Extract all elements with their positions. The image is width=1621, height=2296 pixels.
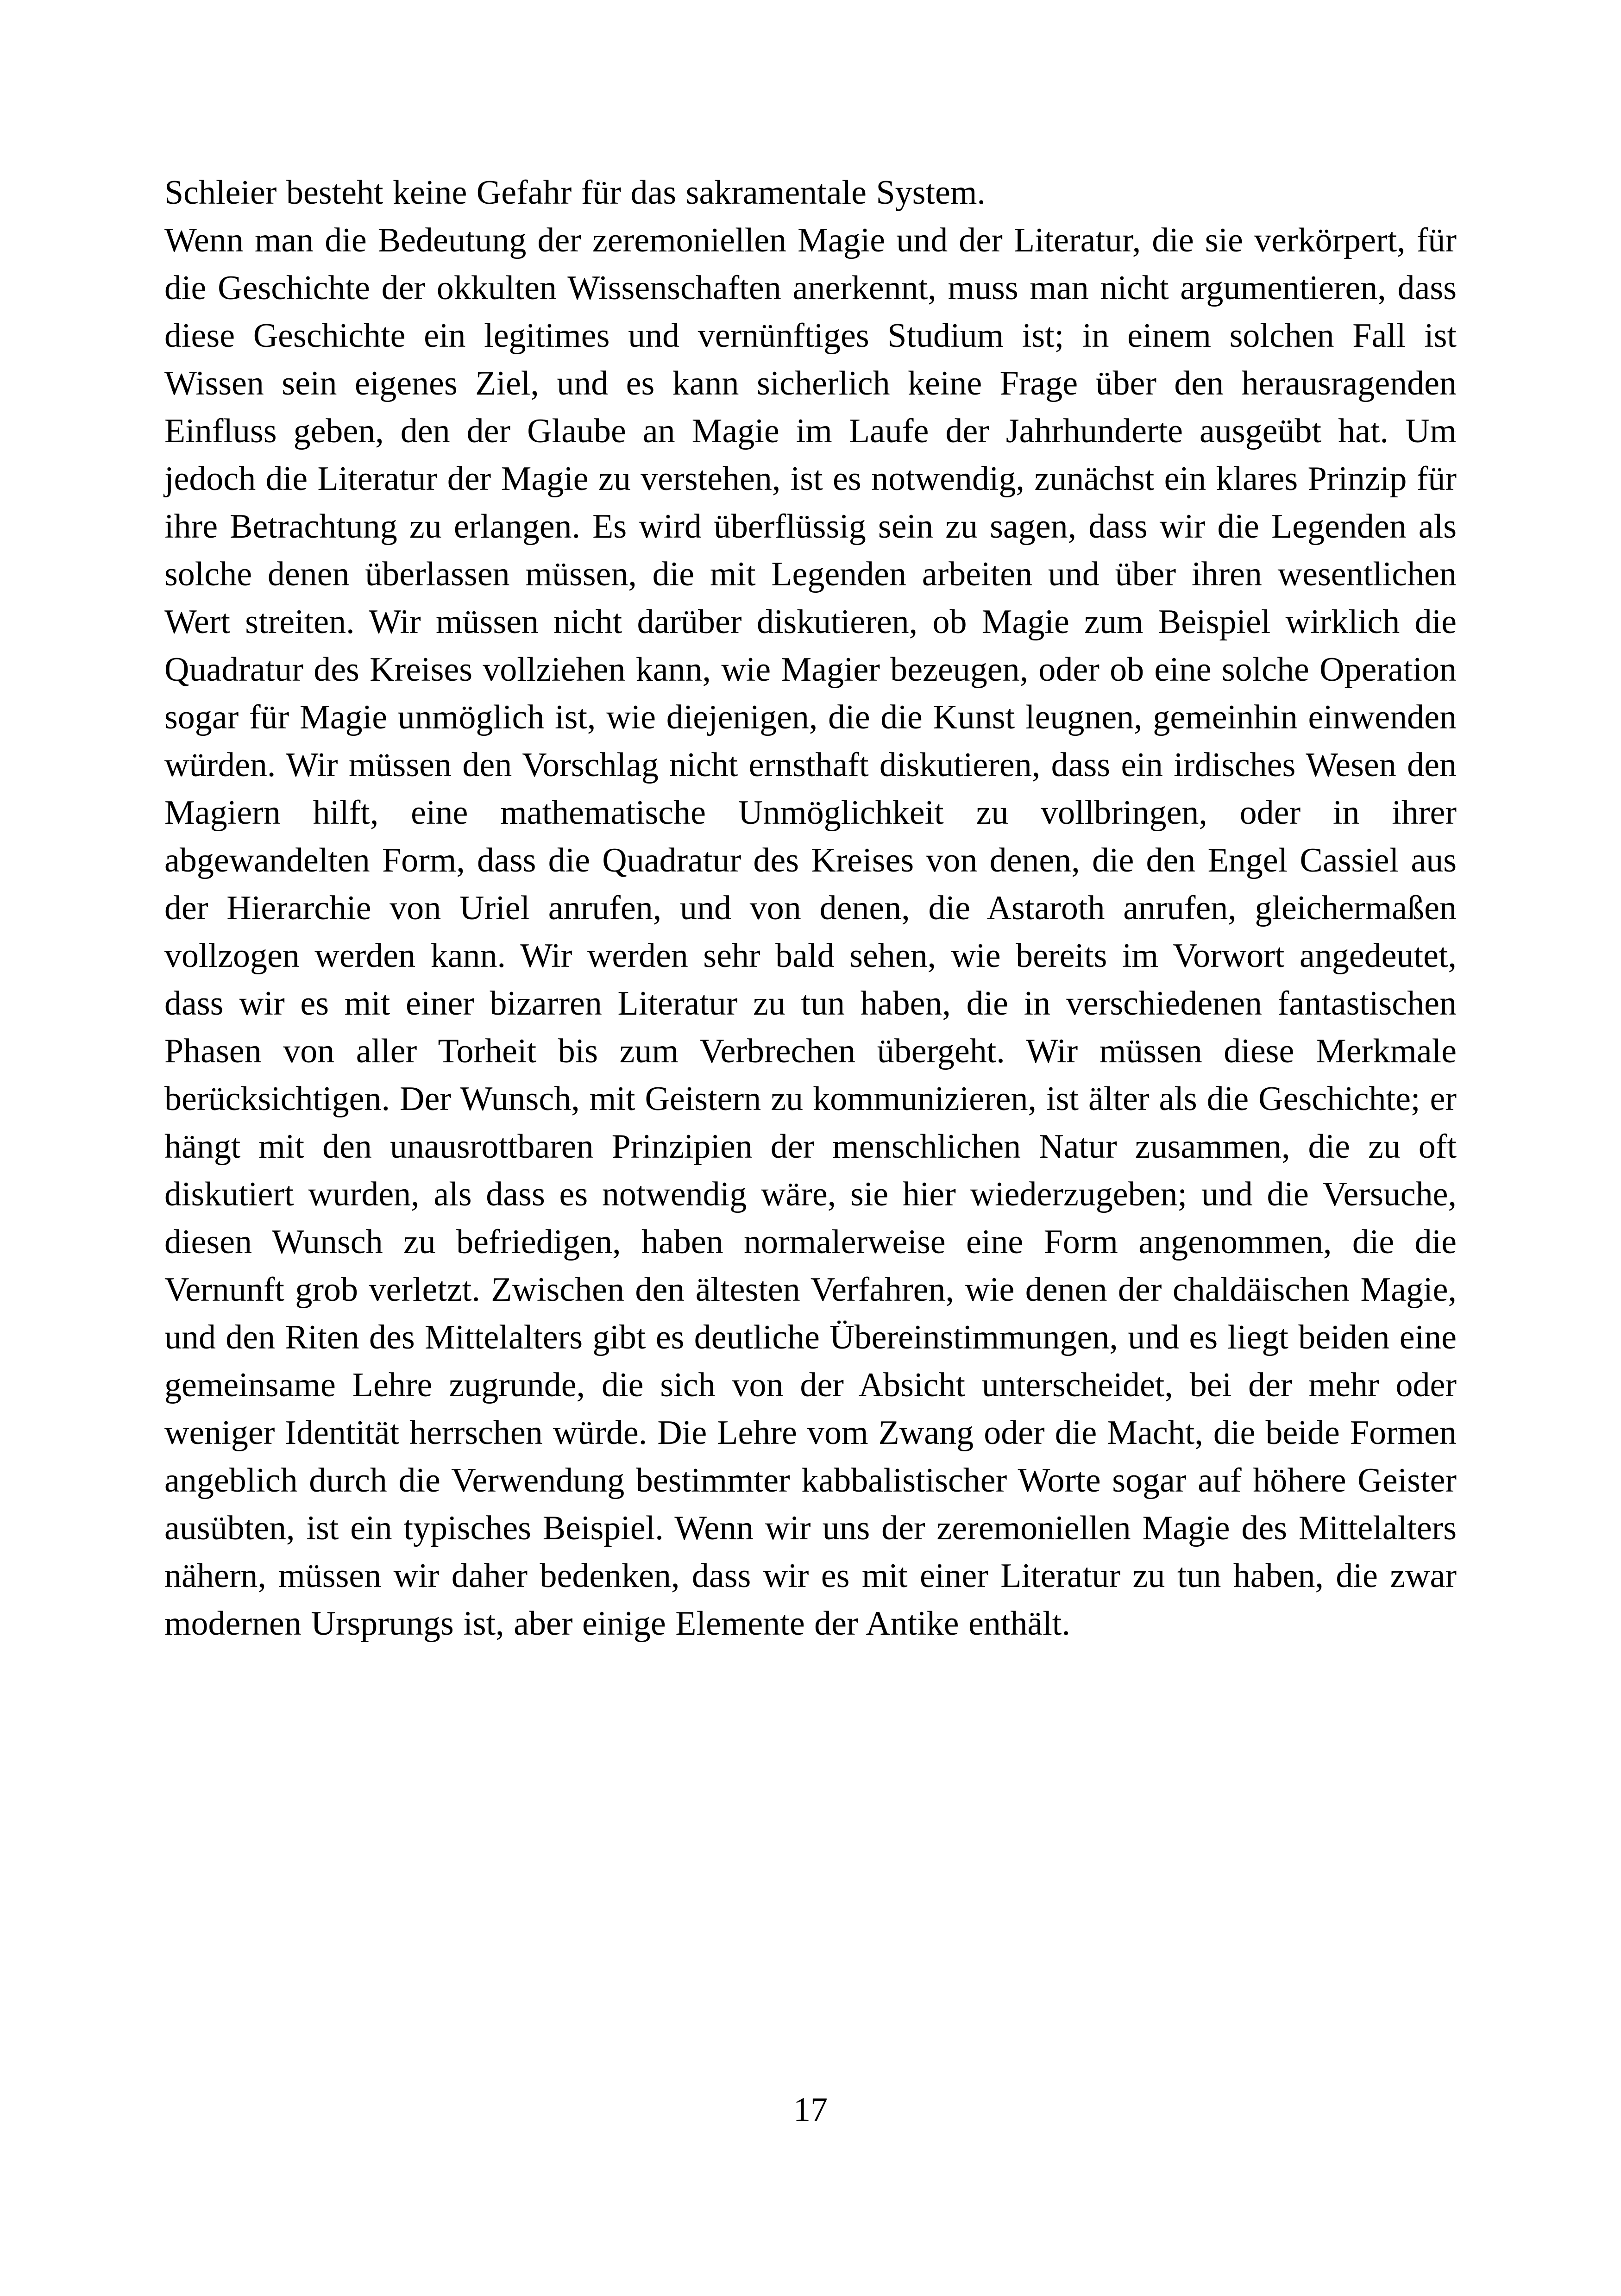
text-block — [164, 169, 1457, 1648]
paragraph-continuation: Schleier besteht keine Gefahr für das sakramentale System. — [164, 174, 986, 212]
paragraph-body: Wenn man die Bedeutung der zeremoniellen Magie und der Literatur, die sie verkörpert, für die Geschichte der okkulten Wissenschaften anerkennt, muss man nicht argumentieren, dass diese Geschichte ein legitimes und vernünftiges Studium ist; in einem solchen Fall ist Wissen sein eigenes Ziel, und es kann sicherlich keine Frage über den herausragenden Einfluss geben, den der Glaube an Magie im Laufe der Jahrhunderte ausgeübt hat. Um jedoch die Literatur der Magie zu verstehen, ist es notwendig, zunächst ein klares Prinzip für ihre Betrachtung zu erlangen. Es wird überflüssig sein zu sagen, dass wir die Legenden als solche denen überlassen müssen, die mit Legenden arbeiten und über ihren wesentlichen Wert streiten. Wir müssen nicht darüber diskutieren, ob Magie zum Beispiel wirklich die Quadratur des Kreises vollziehen kann, wie Magier bezeugen, oder ob eine solche Operation sogar für Magie unmöglich ist, wie diejenigen, die die Kunst leugnen, gemeinhin einwenden würden. Wir müssen den Vorschlag nicht ernsthaft diskutieren, dass ein irdisches Wesen den Magiern hilft, eine mathematische Unmöglichkeit zu vollbringen, oder in ihrer abgewandelten Form, dass die Quadratur des Kreises von denen, die den Engel Cassiel aus der Hierarchie von Uriel anrufen, und von denen, die Astaroth anrufen, gleichermaßen vollzogen werden kann. Wir werden sehr bald sehen, wie bereits im Vorwort angedeutet, dass wir es mit einer bizarren Literatur zu tun haben, die in verschiedenen fantastischen Phasen von aller Torheit bis zum Verbrechen übergeht. Wir müssen diese Merkmale berücksichtigen. Der Wunsch, mit Geistern zu kommunizieren, ist älter als die Geschichte; er hängt mit den unausrottbaren Prinzipien der menschlichen Natur zusammen, die zu oft diskutiert wurden, als dass es notwendig wäre, sie hier wiederzugeben; und die Versuche, diesen Wunsch zu befriedigen, haben normalerweise eine Form angenommen, die die Vernunft grob verletzt. Zwischen den ältesten Verfahren, wie denen der chaldäischen Magie, und den Riten des Mittelalters gibt es deutliche Übereinstimmungen, und es liegt beiden eine gemeinsame Lehre zugrunde, die sich von der Absicht unterscheidet, bei der mehr oder weniger Identität herrschen würde. Die Lehre vom Zwang oder die Macht, die beide Formen angeblich durch die Verwendung bestimmter kabbalistischer Worte sogar auf höhere Geister ausübten, ist ein typisches Beispiel. Wenn wir uns der zeremoniellen Magie des Mittelalters nähern, müssen wir daher bedenken, dass wir es mit einer Literatur zu tun haben, die zwar modernen Ursprungs ist, aber einige Elemente der Antike enthält. — [164, 221, 1457, 1643]
page-number: 17 — [793, 2091, 828, 2129]
